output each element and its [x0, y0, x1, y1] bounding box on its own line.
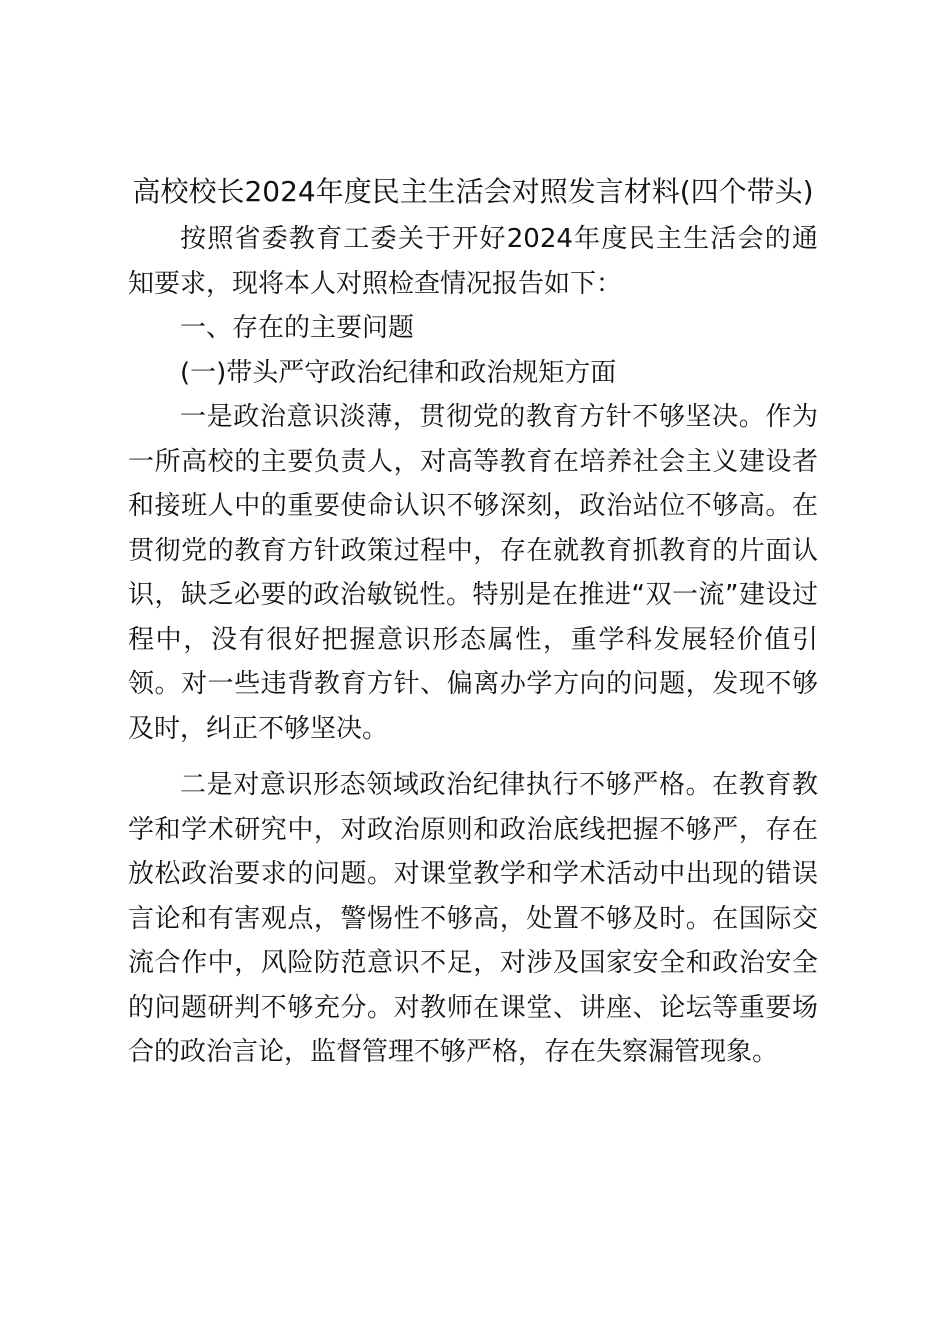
intro-paragraph: 按照省委教育工委关于开好2024年度民主生活会的通知要求，现将本人对照检查情况报告如下：	[128, 224, 818, 299]
document-body	[128, 170, 818, 1075]
body-paragraph-1: 一是政治意识淡薄，贯彻党的教育方针不够坚决。作为一所高校的主要负责人，对高等教育在培养社会主义建设者和接班人中的重要使命认识不够深刻，政治站位不够高。在贯彻党的教育方针政策过程中，存在就教育抓教育的片面认识，缺乏必要的政治敏锐性。特别是在推进“双一流”建设过程中，没有很好把握意识形态属性，重学科发展轻价值引领。对一些违背教育方针、偏离办学方向的问题，发现不够及时，纠正不够坚决。	[128, 402, 818, 744]
subsection-heading: (一)带头严守政治纪律和政治规矩方面	[180, 357, 617, 388]
section-heading: 一、存在的主要问题	[180, 313, 415, 343]
document-title: 高校校长2024年度民主生活会对照发言材料(四个带头)	[132, 175, 814, 208]
body-paragraph-2: 二是对意识形态领域政治纪律执行不够严格。在教育教学和学术研究中，对政治原则和政治底线把握不够严，存在放松政治要求的问题。对课堂教学和学术活动中出现的错误言论和有害观点，警惕性不够高，处置不够及时。在国际交流合作中，风险防范意识不足，对涉及国家安全和政治安全的问题研判不够充分。对教师在课堂、讲座、论坛等重要场合的政治言论，监督管理不够严格，存在失察漏管现象。	[128, 770, 818, 1067]
